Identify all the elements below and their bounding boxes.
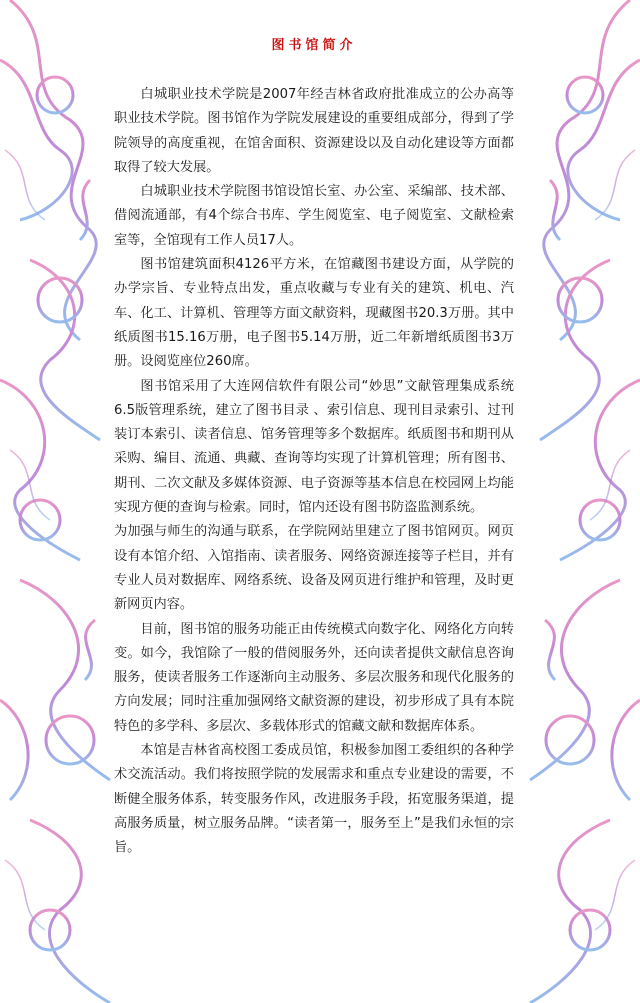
swirl-pattern-right-icon	[522, 0, 640, 1003]
paragraph-2: 白城职业技术学院图书馆设馆长室、办公室、采编部、技术部、借阅流通部，有4个综合书库、学生阅览室、电子阅览室、文献检索室等，全馆现有工作人员17人。	[114, 184, 514, 248]
paragraph-6: 目前，图书馆的服务功能正由传统模式向数字化、网络化方向转变。如今，我馆除了一般的借阅服务外，还向读者提供文献信息咨询服务，使读者服务工作逐渐向主动服务、多层次服务和现代化服务的方向发展；同时注重加强网络文献资源的建设，初步形成了具有本院特色的多学科、多层次、多载体形式的馆藏文献和数据库体系。	[114, 621, 514, 734]
paragraph-7: 本馆是吉林省高校图工委成员馆，积极参加图工委组织的各种学术交流活动。我们将按照学院的发展需求和重点专业建设的需要，不断健全服务体系，转变服务作风，改进服务手段，拓宽服务渠道，提高服务质量，树立服务品牌。“读者第一，服务至上”是我们永恒的宗旨。	[114, 743, 514, 856]
decorative-border-left	[0, 0, 118, 1003]
page-title: 图书馆简介	[271, 38, 357, 53]
paragraph-1: 白城职业技术学院是2007年经吉林省政府批准成立的公办高等职业技术学院。图书馆作为学院发展建设的重要组成部分，得到了学院领导的高度重视，在馆舍面积、资源建设以及自动化建设等方面都取得了较大发展。	[114, 87, 514, 175]
swirl-pattern-left-icon	[0, 0, 118, 1003]
article-body	[114, 83, 514, 861]
paragraph-3: 图书馆建筑面积4126平方米，在馆藏图书建设方面，从学院的办学宗旨、专业特点出发，重点收藏与专业有关的建筑、机电、汽车、化工、计算机、管理等方面文献资料，现藏图书20.3万册。其中纸质图书15.16万册，电子图书5.14万册，近二年新增纸质图书3万册。设阅览座位260席。	[114, 257, 514, 370]
paragraph-5: 为加强与师生的沟通与联系，在学院网站里建立了图书馆网页。网页设有本馆介绍、入馆指南、读者服务、网络资源连接等子栏目，并有专业人员对数据库、网络系统、设备及网页进行维护和管理，及时更新网页内容。	[114, 524, 514, 613]
article	[114, 34, 514, 861]
decorative-border-right	[522, 0, 640, 1003]
paragraph-4: 图书馆采用了大连网信软件有限公司“妙思”文献管理集成系统6.5版管理系统，建立了图书目录 、索引信息、现刊目录索引、过刊装订本索引、读者信息、馆务管理等多个数据库。纸质图书和期刊从采购、编目、流通、典藏、查询等均实现了计算机管理；所有图书、期刊、二次文献及多媒体资源、电子资源等基本信息在校园网上均能实现方便的查询与检索。同时，馆内还设有图书防盗监测系统。	[114, 378, 514, 516]
